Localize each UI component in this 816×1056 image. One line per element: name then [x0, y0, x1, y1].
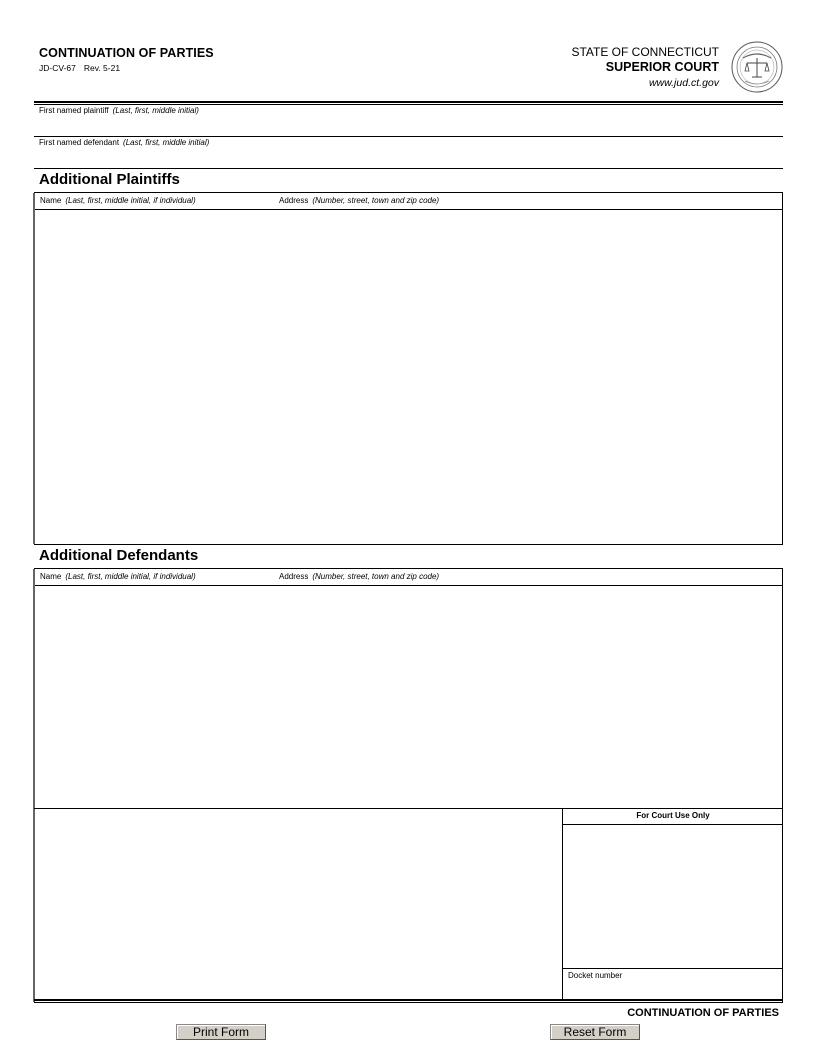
header-divider-thin — [34, 104, 783, 105]
additional-plaintiffs-box — [34, 192, 783, 545]
docket-number-label: Docket number — [568, 971, 623, 980]
plaintiff-divider — [34, 136, 783, 137]
docket-number-field — [563, 968, 783, 1002]
plaintiffs-column-header — [35, 193, 782, 210]
first-plaintiff-label: First named plaintiff (Last, first, middle initial) — [39, 106, 199, 115]
additional-plaintiffs-title: Additional Plaintiffs — [39, 171, 180, 188]
form-id — [39, 63, 120, 73]
address-column-label: Address (Number, street, town and zip code) — [279, 196, 440, 205]
print-form-button[interactable]: Print Form — [176, 1024, 266, 1040]
first-defendant-label: First named defendant (Last, first, middle initial) — [39, 138, 210, 147]
form-title: CONTINUATION OF PARTIES — [39, 46, 214, 60]
name-column-label: Name (Last, first, middle initial, if individual) — [40, 196, 196, 205]
first-plaintiff-input[interactable] — [34, 115, 783, 135]
additional-defendants-title: Additional Defendants — [39, 547, 199, 564]
court-use-header: For Court Use Only — [563, 808, 783, 825]
state-name: STATE OF CONNECTICUT — [571, 45, 719, 59]
additional-plaintiffs-input[interactable] — [35, 210, 782, 544]
judicial-seal-icon — [731, 41, 783, 93]
footer-divider-thin — [34, 1002, 783, 1003]
footer-form-title: CONTINUATION OF PARTIES — [627, 1007, 779, 1019]
footer-divider — [34, 999, 783, 1001]
additional-defendants-input[interactable] — [35, 586, 782, 808]
defendants-column-header — [35, 569, 782, 586]
address-column-label: Address (Number, street, town and zip code) — [279, 572, 440, 581]
docket-number-input[interactable] — [567, 983, 779, 999]
reset-form-button[interactable]: Reset Form — [550, 1024, 640, 1040]
form-number: JD-CV-67 — [39, 63, 76, 73]
court-name: SUPERIOR COURT — [605, 60, 719, 74]
court-use-only-box — [562, 808, 783, 1001]
first-defendant-input[interactable] — [34, 147, 783, 167]
form-revision: Rev. 5-21 — [83, 63, 121, 73]
defendant-divider — [34, 168, 783, 169]
website-url: www.jud.ct.gov — [648, 77, 719, 89]
name-column-label: Name (Last, first, middle initial, if individual) — [40, 572, 196, 581]
additional-defendants-continued-input[interactable] — [36, 810, 560, 999]
header-divider — [34, 101, 783, 103]
